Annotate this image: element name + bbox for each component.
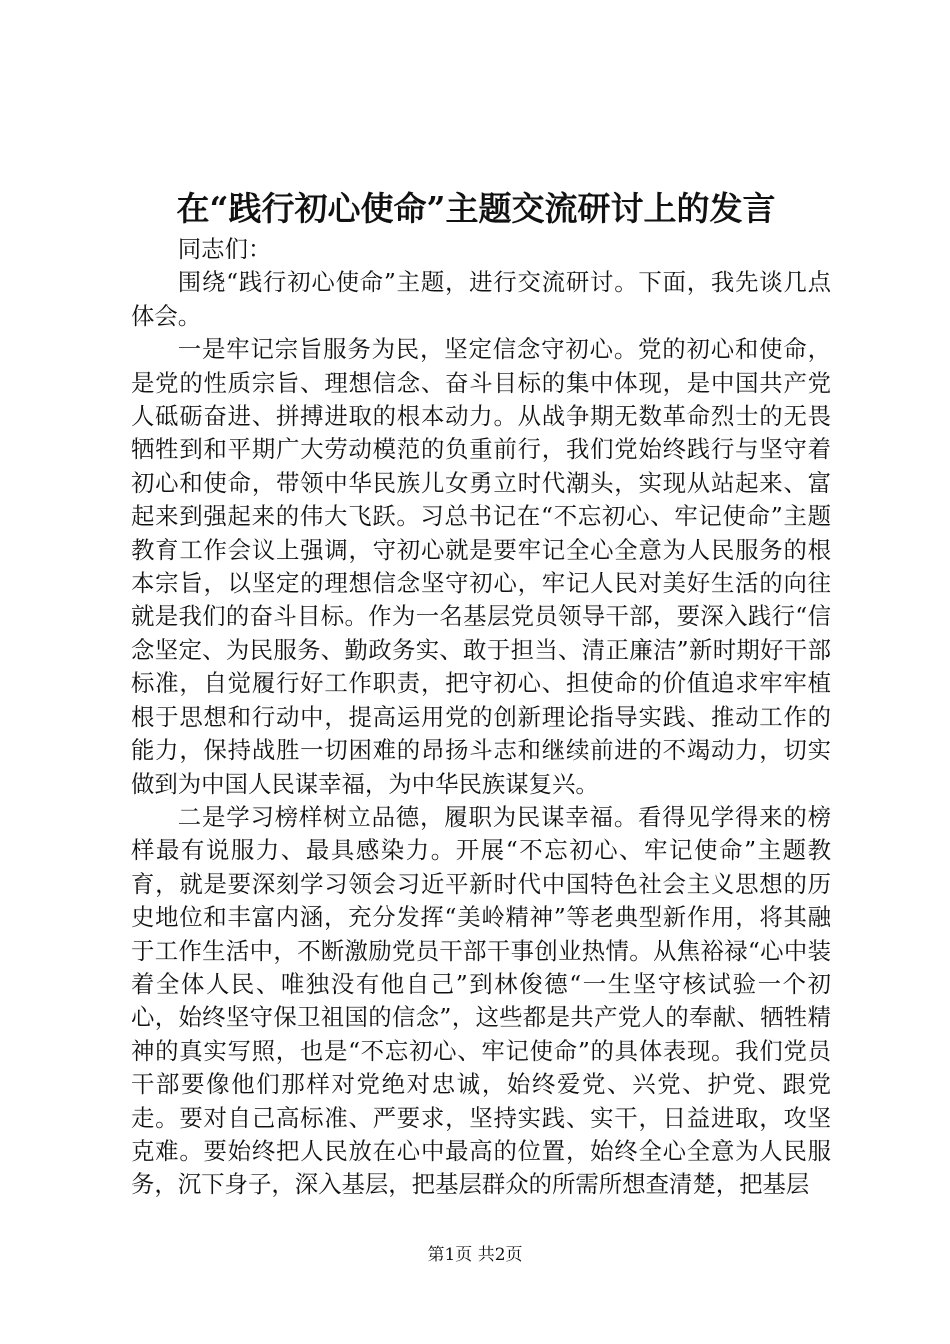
document-title: 在“践行初心使命”主题交流研讨上的发言 [176,189,776,228]
document-body [131,233,831,1202]
point-two-paragraph: 二是学习榜样树立品德，履职为民谋幸福。看得见学得来的榜样最有说服力、最具感染力。开展“不忘初心、牢记使命”主题教育，就是要深刻学习领会习近平新时代中国特色社会主义思想的历史地位和丰富内涵，充分发挥“美岭精神”等老典型新作用，将其融于工作生活中，不断激励党员干部干事创业热情。从焦裕禄“心中装着全体人民、唯独没有他自己”到林俊德“一生坚守核试验一个初心，始终坚守保卫祖国的信念”，这些都是共产党人的奉献、牺牲精神的真实写照，也是“不忘初心、牢记使命”的具体表现。我们党员干部要像他们那样对党绝对忠诚，始终爱党、兴党、护党、跟党走。要对自己高标准、严要求，坚持实践、实干，日益进取，攻坚克难。要始终把人民放在心中最高的位置，始终全心全意为人民服务，沉下身子，深入基层，把基层群众的所需所想查清楚，把基层 [131,802,831,1199]
point-one-paragraph: 一是牢记宗旨服务为民，坚定信念守初心。党的初心和使命，是党的性质宗旨、理想信念、奋斗目标的集中体现，是中国共产党人砥砺奋进、拼搏进取的根本动力。从战争期无数革命烈士的无畏牺牲到和平期广大劳动模范的负重前行，我们党始终践行与坚守着初心和使命，带领中华民族儿女勇立时代潮头，实现从站起来、富起来到强起来的伟大飞跃。习总书记在“不忘初心、牢记使命”主题教育工作会议上强调，守初心就是要牢记全心全意为人民服务的根本宗旨，以坚定的理想信念坚守初心，牢记人民对美好生活的向往就是我们的奋斗目标。作为一名基层党员领导干部，要深入践行“信念坚定、为民服务、勤政务实、敢于担当、清正廉洁”新时期好干部标准，自觉履行好工作职责，把守初心、担使命的价值追求牢牢植根于思想和行动中，提高运用党的创新理论指导实践、推动工作的能力，保持战胜一切困难的昂扬斗志和继续前进的不竭动力，切实做到为中国人民谋幸福，为中华民族谋复兴。 [131,335,831,798]
salutation-paragraph: 同志们： [177,235,272,263]
intro-paragraph: 围绕“践行初心使命”主题，进行交流研讨。下面，我先谈几点体会。 [131,268,831,330]
page-number-footer: 第1页 共2页 [427,1245,523,1265]
